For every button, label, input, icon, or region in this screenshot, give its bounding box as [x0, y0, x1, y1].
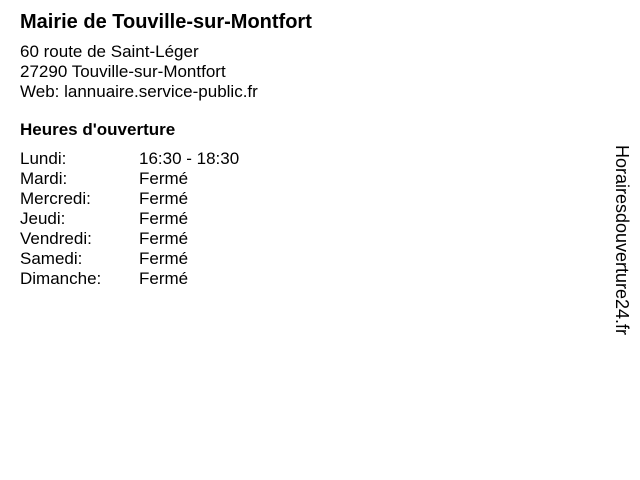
- hours-row-sunday: [20, 269, 600, 289]
- web-link[interactable]: lannuaire.service-public.fr: [64, 82, 258, 101]
- address-street: 60 route de Saint-Léger: [20, 42, 199, 61]
- hours-row-monday: [20, 149, 600, 169]
- day-label: Lundi:: [20, 149, 67, 168]
- web-label: Web:: [20, 82, 60, 101]
- day-label: Mardi:: [20, 169, 68, 188]
- day-label: Dimanche:: [20, 269, 102, 288]
- hours-row-tuesday: [20, 169, 600, 189]
- address-postal-city: 27290 Touville-sur-Montfort: [20, 62, 226, 81]
- hours-section-title: Heures d'ouverture: [20, 120, 176, 139]
- hours-row-thursday: [20, 209, 600, 229]
- time-value: Fermé: [139, 249, 189, 268]
- day-label: Mercredi:: [20, 189, 91, 208]
- time-value: Fermé: [139, 169, 189, 188]
- hours-row-friday: [20, 229, 600, 249]
- hours-row-wednesday: [20, 189, 600, 209]
- time-value: Fermé: [139, 209, 189, 228]
- day-label: Vendredi:: [20, 229, 92, 248]
- time-value: Fermé: [139, 269, 189, 288]
- site-watermark: Horairesdouverture24.fr: [612, 144, 632, 336]
- hours-row-saturday: [20, 249, 600, 269]
- business-card: [20, 10, 600, 289]
- opening-hours-list: [20, 149, 600, 289]
- time-value: Fermé: [139, 229, 189, 248]
- time-value: 16:30 - 18:30: [139, 149, 240, 168]
- day-label: Jeudi:: [20, 209, 66, 228]
- time-value: Fermé: [139, 189, 189, 208]
- page-title: Mairie de Touville-sur-Montfort: [20, 11, 312, 33]
- address-web: [20, 82, 600, 102]
- day-label: Samedi:: [20, 249, 83, 268]
